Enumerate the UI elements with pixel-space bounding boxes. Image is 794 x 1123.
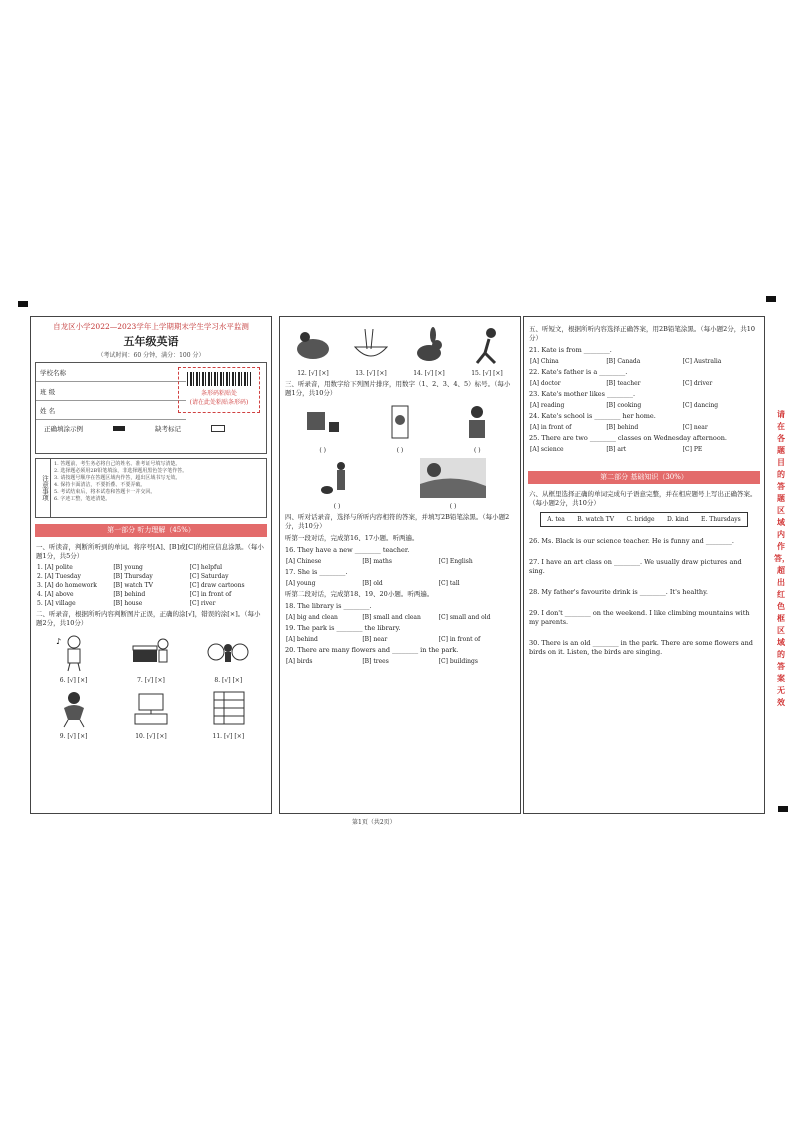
question: 23. Kate's mother likes ________. bbox=[529, 390, 636, 398]
section-title: 三、听录音，用数字给下列图片排序，用数字（1、2、3、4、5）标号。（每小题1分，共10分） bbox=[285, 380, 511, 397]
option-row[interactable]: 2. [A] Tuesday [B] Thursday [C] Saturday bbox=[37, 573, 229, 580]
question: 24. Kate's school is ________ her home. bbox=[529, 412, 656, 420]
boy-music-icon bbox=[52, 632, 96, 672]
option-row[interactable]: [A] Chinese [B] maths [C] English bbox=[286, 558, 473, 565]
picture-row bbox=[35, 688, 267, 740]
ordering-item[interactable]: ( ) bbox=[307, 458, 367, 510]
page-footer: 第1页（共2页） bbox=[352, 819, 396, 826]
kitchen-icon bbox=[378, 402, 422, 442]
picture-item[interactable]: 15. [√] [×] bbox=[461, 325, 513, 377]
runner-icon bbox=[465, 325, 509, 365]
option-row[interactable]: 3. [A] do homework [B] watch TV [C] draw cartoons bbox=[37, 582, 245, 589]
ordering-item[interactable]: ( ) bbox=[293, 402, 353, 454]
piano-icon bbox=[129, 632, 173, 672]
books-desk-icon bbox=[301, 402, 345, 442]
dialogue-intro: 听第二段对话，完成第18、19、20小题。听两遍。 bbox=[285, 590, 434, 598]
fill-question[interactable]: 28. My father's favourite drink is ________. It's healthy. bbox=[529, 588, 708, 596]
option-row[interactable]: [A] science [B] art [C] PE bbox=[530, 446, 703, 453]
option-row[interactable]: [A] in front of [B] behind [C] near bbox=[530, 424, 708, 431]
fill-question[interactable]: 29. I don't ________ on the weekend. I like climbing mountains with my parents. bbox=[529, 609, 750, 626]
noodles-icon bbox=[349, 325, 393, 365]
answer-sheet-column-3 bbox=[523, 316, 765, 814]
computer-room-icon bbox=[129, 688, 173, 728]
fill-example-row: 正确填涂示例 缺考标记 bbox=[36, 420, 266, 437]
time-note: （考试时间：60 分钟，满分：100 分） bbox=[97, 352, 205, 359]
fill-question[interactable]: 30. There is an old ________ in the park. There are some flowers and birds on it. Listen, the birds are singing. bbox=[529, 639, 753, 656]
picture-row bbox=[284, 325, 516, 377]
question: 16. They have a new ________ teacher. bbox=[285, 546, 410, 554]
barcode-icon bbox=[187, 372, 251, 386]
option-row[interactable]: [A] behind [B] near [C] in front of bbox=[286, 636, 481, 643]
section-title: 一、听读音，判断所听到的单词。将序号[A]、[B]或[C]的相应信息涂黑。（每小题1分，共5分） bbox=[36, 543, 264, 560]
picture-item[interactable]: 7. [√] [×] bbox=[121, 632, 181, 684]
option-row[interactable]: [A] young [B] old [C] tall bbox=[286, 580, 460, 587]
section-title: 四、听对话录音，选择与所听内容相符的答案，并填写2B铅笔涂黑。（每小题2分，共10分） bbox=[285, 513, 510, 530]
word-bank: A. tea B. watch TV C. bridge D. kind E. Thursdays bbox=[540, 512, 748, 527]
picture-item[interactable]: 8. [√] [×] bbox=[198, 632, 258, 684]
reading-person-icon bbox=[455, 402, 499, 442]
picture-row bbox=[284, 402, 516, 454]
option-row[interactable]: [A] China [B] Canada [C] Australia bbox=[530, 358, 722, 365]
question: 22. Kate's father is a ________. bbox=[529, 368, 628, 376]
barcode-area: 条形码粘贴处 (请在此处粘贴条形码) bbox=[178, 367, 260, 413]
option-row[interactable]: [A] birds [B] trees [C] buildings bbox=[286, 658, 478, 665]
option-row[interactable]: 1. [A] polite [B] young [C] helpful bbox=[37, 564, 223, 571]
section-title: 五、听短文，根据所听内容选择正确答案，用2B铅笔涂黑。（每小题2分，共10分） bbox=[529, 325, 756, 342]
question: 25. There are two ________ classes on Wednesday afternoon. bbox=[529, 434, 728, 442]
answer-sheet-column-1 bbox=[30, 316, 272, 814]
section-title: 二、听录音，根据所听内容判断图片正误，正确的涂[√]，错误的涂[×]。（每小题2分，共10分） bbox=[36, 610, 261, 627]
dialogue-intro: 听第一段对话，完成第16、17小题。听两遍。 bbox=[285, 534, 419, 542]
picture-item[interactable]: 14. [√] [×] bbox=[403, 325, 455, 377]
timetable-icon bbox=[206, 688, 250, 728]
rules-box: 注意事项 1. 答题前，考生务必将自己的姓名、准考证号填写清楚。 2. 选择题必须用2B铅笔填涂，非选择题用黑色签字笔作答。 3. 请按题号顺序在答题区域内作答，超出区域书写无效。 4. 保持卡面清洁，不要折叠、不要弄破。 5. 考试结束后，将本试卷和答题卡一并交回。 6. 字迹工整，笔迹清楚。 bbox=[35, 458, 267, 518]
info-row: 班 级 bbox=[36, 382, 186, 401]
option-row[interactable]: [A] reading [B] cooking [C] dancing bbox=[530, 402, 719, 409]
rabbit-icon bbox=[407, 325, 451, 365]
registration-mark bbox=[778, 806, 788, 812]
ordering-item[interactable]: ( ) bbox=[413, 458, 493, 510]
question: 18. The library is ________. bbox=[285, 602, 372, 610]
exam-subject: 五年级英语 bbox=[123, 335, 179, 348]
student-info-box bbox=[35, 362, 267, 454]
section-band: 第一部分 听力理解（45%） bbox=[35, 524, 267, 537]
fill-question[interactable]: 26. Ms. Black is our science teacher. He is funny and ________. bbox=[529, 537, 734, 545]
picture-item[interactable]: ♪ 6. [√] [×] bbox=[44, 632, 104, 684]
landscape-river-icon bbox=[420, 458, 486, 498]
option-row[interactable]: 4. [A] above [B] behind [C] in front of bbox=[37, 591, 232, 598]
section-title: 六、从框里选择正确的单词完成句子语意完整，并在相应题号上写出正确答案。（每小题2分，共10分） bbox=[529, 490, 757, 507]
option-row[interactable]: [A] big and clean [B] small and clean [C] small and old bbox=[286, 614, 491, 621]
info-row: 姓 名 bbox=[36, 401, 186, 420]
absent-checkbox[interactable] bbox=[211, 425, 225, 432]
registration-mark bbox=[766, 296, 776, 302]
picture-item[interactable]: 10. [√] [×] bbox=[121, 688, 181, 740]
section-band: 第二部分 基础知识（30%） bbox=[528, 471, 760, 484]
question: 19. The park is ________ the library. bbox=[285, 624, 401, 632]
fill-question[interactable]: 27. I have an art class on ________. We usually draw pictures and sing. bbox=[529, 558, 742, 575]
option-row[interactable]: 5. [A] village [B] house [C] river bbox=[37, 600, 216, 607]
registration-mark bbox=[18, 301, 28, 307]
picture-item[interactable]: 12. [√] [×] bbox=[287, 325, 339, 377]
picture-row bbox=[35, 632, 267, 684]
answer-sheet-column-2 bbox=[279, 316, 521, 814]
picture-item[interactable]: 9. [√] [×] bbox=[44, 688, 104, 740]
picture-item[interactable]: 11. [√] [×] bbox=[198, 688, 258, 740]
turkey-icon bbox=[291, 325, 335, 365]
exam-title: 自龙区小学2022—2023学年上学期期末学生学习水平监测 bbox=[53, 322, 249, 331]
filled-mark-icon bbox=[113, 426, 125, 431]
picture-row bbox=[284, 458, 516, 510]
ordering-item[interactable]: ( ) bbox=[447, 402, 507, 454]
picture-item[interactable]: 13. [√] [×] bbox=[345, 325, 397, 377]
question: 21. Kate is from ________. bbox=[529, 346, 612, 354]
ordering-item[interactable]: ( ) bbox=[370, 402, 430, 454]
svg-text:♪: ♪ bbox=[55, 637, 61, 646]
info-row: 学校名称 bbox=[36, 363, 186, 382]
side-warning: 请在各题目的答题区域内作答，超出红色框区域的答案无效 bbox=[774, 409, 790, 707]
kite-flyer-icon bbox=[206, 632, 250, 672]
monkey-icon bbox=[52, 688, 96, 728]
option-row[interactable]: [A] doctor [B] teacher [C] driver bbox=[530, 380, 713, 387]
woman-dog-icon bbox=[315, 458, 359, 498]
question: 17. She is ________. bbox=[285, 568, 348, 576]
question: 20. There are many flowers and ________ in the park. bbox=[285, 646, 459, 654]
